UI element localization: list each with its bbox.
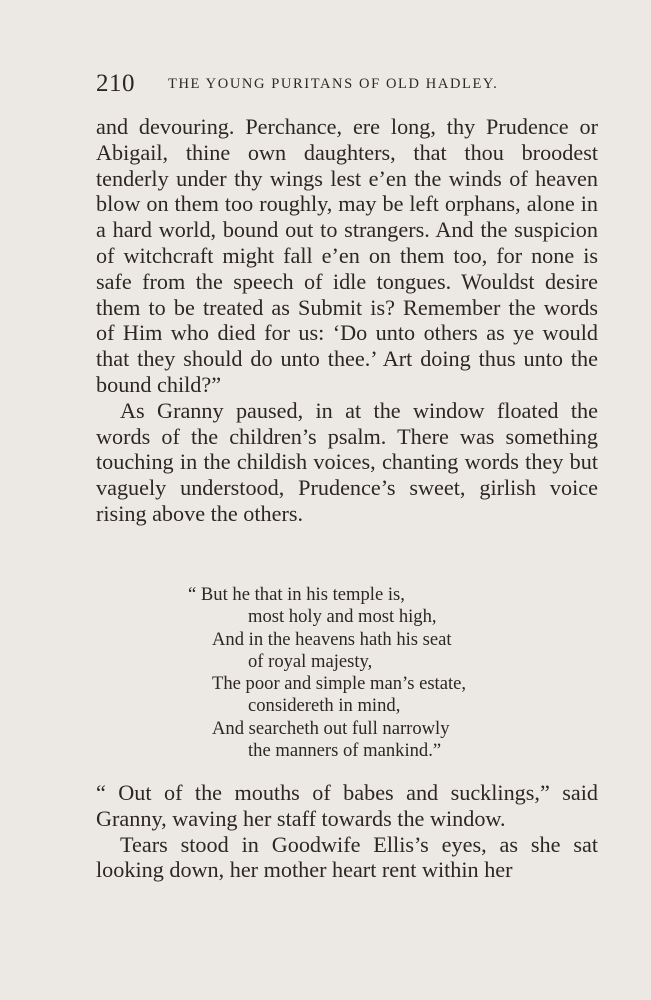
verse-line: considereth in mind, bbox=[248, 695, 401, 717]
body-text-bottom bbox=[96, 780, 598, 883]
paragraph: and devouring. Perchance, ere long, thy Prudence or Abigail, thine own daughters, that thou broodest tenderly under thy wings lest e’en the winds of heaven blow on them too roughly, may be left orphans, alone in a hard world, bound out to strangers. And the suspicion of witchcraft might fall e’en on them too, for none is safe from the speech of idle tongues. Wouldst desire them to be treated as Submit is? Remember the words of Him who died for us: ‘Do unto others as ye would that they should do unto thee.’ Art doing thus unto the bound child?” bbox=[96, 114, 598, 397]
psalm-verse bbox=[188, 584, 466, 762]
paragraph: “ Out of the mouths of babes and sucklings,” said Granny, waving her staff towards the window. bbox=[96, 780, 598, 831]
verse-line: And in the heavens hath his seat bbox=[212, 628, 452, 650]
verse-line: the manners of mankind.” bbox=[248, 740, 442, 762]
paragraph: As Granny paused, in at the window floated the words of the children’s psalm. There was something touching in the childish voices, chanting words they but vaguely understood, Prudence’s sweet, girlish voice rising above the others. bbox=[96, 397, 598, 526]
verse-line: most holy and most high, bbox=[248, 606, 437, 628]
body-text-top bbox=[96, 114, 598, 527]
verse-line: And searcheth out full narrowly bbox=[212, 717, 450, 739]
verse-line: “ But he that in his temple is, bbox=[188, 584, 405, 605]
running-title: THE YOUNG PURITANS OF OLD HADLEY. bbox=[168, 76, 499, 92]
verse-line: The poor and simple man’s estate, bbox=[212, 673, 467, 695]
verse-line: of royal majesty, bbox=[248, 650, 373, 672]
page-number: 210 bbox=[96, 70, 135, 97]
paragraph: Tears stood in Goodwife Ellis’s eyes, as she sat looking down, her mother heart rent within her bbox=[96, 831, 598, 883]
page-header bbox=[96, 70, 536, 102]
